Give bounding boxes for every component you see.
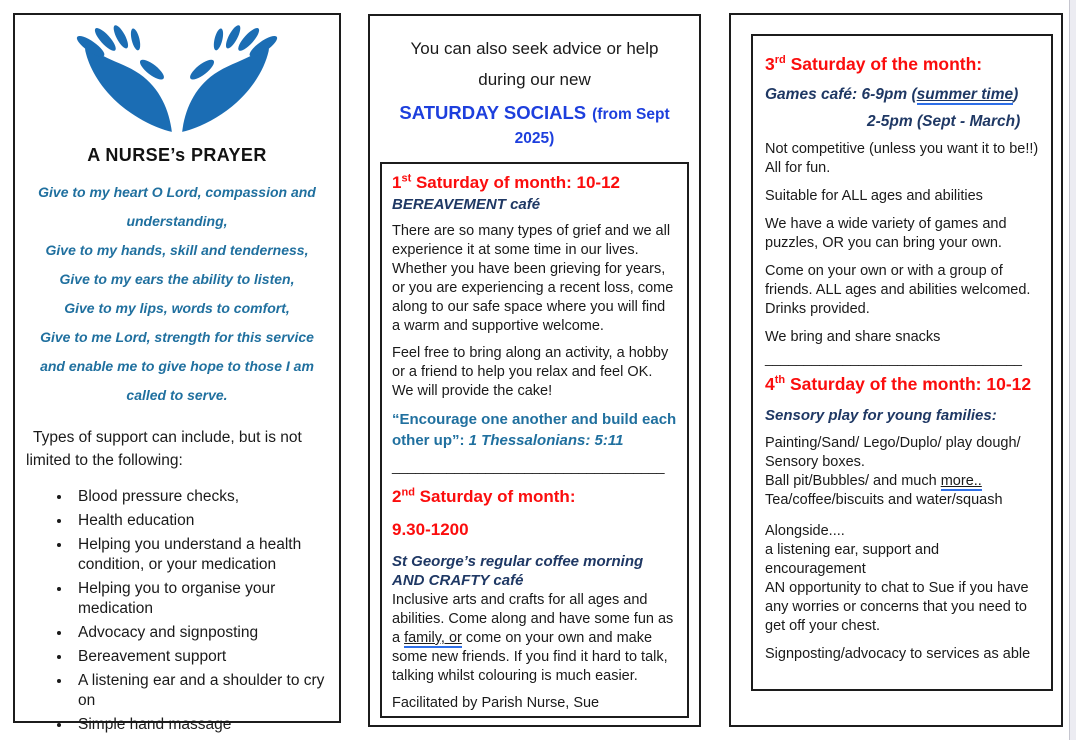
list-item: • Bereavement support [72, 647, 328, 667]
event3-title: Saturday of the month: [785, 54, 983, 74]
prayer-line: Give to my lips, words to comfort, [64, 300, 290, 316]
paragraph: There are so many types of grief and we all experience it at some time in our lives. Whether you have been grieving for years, or you are experiencing a recent loss, come along to our safe space where you will find a warm and supportive welcome. [392, 223, 674, 334]
event4-title: Saturday of the month: 10-12 [785, 374, 1032, 394]
divider-line: _________________________________ [765, 350, 1022, 366]
heading-suffix: (from Sept 2025) [514, 106, 670, 147]
list-item: • Helping you to organise your medication [72, 579, 328, 619]
paragraph-text: come on your own and make some new friends. If you find it hard to talk, talking whilst colouring is much easier. [392, 630, 668, 684]
underlined-text: family, or [404, 630, 462, 646]
socials-intro [380, 33, 689, 95]
prayer-line: Give to my hands, skill and tenderness, [45, 242, 309, 258]
prayer-line: and enable me to give hope to those I am [40, 358, 314, 374]
paragraph: We have a wide variety of games and puzzles, OR you can bring your own. [765, 216, 1007, 251]
activity-line: Tea/coffee/biscuits and water/squash [765, 492, 1003, 508]
paragraph: Come on your own or with a group of friends. ALL ages and abilities welcomed. Drinks provided. [765, 263, 1031, 317]
games-cafe-winter-times: 2-5pm (Sept - March) [867, 113, 1021, 130]
support-intro: Types of support can include, but is not limited to the following: [26, 429, 302, 469]
event2-time: 9.30-1200 [392, 520, 469, 539]
nurses-prayer-text [26, 178, 328, 410]
prayer-line: Give to my heart O Lord, compassion and [38, 184, 316, 200]
prayer-line: Give to me Lord, strength for this service [40, 329, 314, 345]
events-detail-box [751, 34, 1053, 691]
panel-nurses-prayer [13, 13, 341, 733]
games-cafe-times [765, 85, 1039, 104]
cupped-hands-logo [73, 23, 281, 137]
prayer-title: A NURSE’s PRAYER [87, 145, 267, 165]
panel-saturday-socials [368, 14, 701, 727]
quote-text: “Encourage one another and build each other up”: [392, 411, 677, 449]
event4-ordinal: th [774, 374, 786, 387]
event1-heading [392, 172, 677, 193]
sensory-activities [765, 434, 1039, 510]
hands-icon [73, 23, 281, 137]
list-item: • Blood pressure checks, [72, 487, 328, 507]
socials-detail-box [380, 162, 689, 718]
prayer-line: understanding, [126, 213, 228, 229]
event2-number: 2 [392, 487, 402, 506]
games-text: Games café: 6-9pm ( [765, 86, 917, 103]
alongside-line: a listening ear, support and encouragement [765, 542, 940, 577]
facilitator-note: Facilitated by Parish Nurse, Sue [392, 695, 600, 711]
event1-title: Saturday of month: 10-12 [411, 173, 621, 192]
saturday-socials-heading [380, 102, 689, 150]
event2-title: Saturday of month: [414, 487, 576, 506]
event1-ordinal: st [401, 172, 412, 185]
signposting-note: Signposting/advocacy to services as able [765, 646, 1031, 662]
paragraph: We bring and share snacks [765, 329, 941, 345]
event3-ordinal: rd [774, 54, 786, 67]
activity-line [765, 472, 1039, 491]
bible-quote [392, 409, 677, 451]
list-item: • Advocacy and signposting [72, 623, 328, 643]
underlined-text: more.. [940, 473, 982, 489]
event4-number: 4 [765, 374, 775, 394]
list-item: • Health education [72, 511, 328, 531]
alongside-line: AN opportunity to chat to Sue if you have any worries or concerns that you need to get off your chest. [765, 580, 1029, 634]
prayer-line: Give to my ears the ability to listen, [59, 271, 295, 287]
intro-line: during our new [478, 70, 591, 89]
paragraph [392, 591, 677, 686]
activity-text: Ball pit/Bubbles/ and much [765, 473, 941, 489]
alongside-block [765, 522, 1039, 636]
alongside-line: Alongside.... [765, 523, 845, 539]
list-item: • Helping you understand a health condition, or your medication [72, 535, 328, 575]
paragraph: Not competitive (unless you want it to be!!) All for fun. [765, 141, 1039, 176]
games-text: ) [1013, 86, 1019, 103]
prayer-line: called to serve. [126, 387, 228, 403]
event4-subtitle: Sensory play for young families: [765, 407, 997, 424]
underlined-text: summer time [916, 86, 1014, 103]
support-list [26, 487, 328, 735]
page-edge [1069, 0, 1076, 740]
activity-line: Painting/Sand/ Lego/Duplo/ play dough/ Sensory boxes. [765, 435, 1021, 470]
paragraph-text: Inclusive arts and crafts for all ages and abilities. Come along and have some fun as a [392, 592, 674, 646]
event2-subtitle: St George’s regular coffee morning AND CRAFTY café [392, 553, 644, 589]
heading-main: SATURDAY SOCIALS [399, 102, 587, 123]
event2-heading [392, 486, 677, 507]
paragraph: Suitable for ALL ages and abilities [765, 188, 983, 204]
quote-reference: 1 Thessalonians: 5:11 [468, 432, 624, 449]
panel-monthly-events [729, 13, 1063, 727]
intro-line: You can also seek advice or help [410, 39, 659, 58]
event1-number: 1 [392, 173, 402, 192]
event2-ordinal: nd [401, 486, 415, 499]
event3-number: 3 [765, 54, 775, 74]
event1-subtitle: BEREAVEMENT café [392, 196, 541, 213]
paragraph: Feel free to bring along an activity, a hobby or a friend to help you relax and feel OK. We will provide the cake! [392, 345, 669, 399]
list-item: • A listening ear and a shoulder to cry on [72, 671, 328, 711]
event4-heading [765, 374, 1039, 395]
divider-line: ___________________________________ [392, 458, 665, 474]
list-item: • Simple hand massage [72, 715, 328, 735]
event3-heading [765, 54, 1039, 75]
